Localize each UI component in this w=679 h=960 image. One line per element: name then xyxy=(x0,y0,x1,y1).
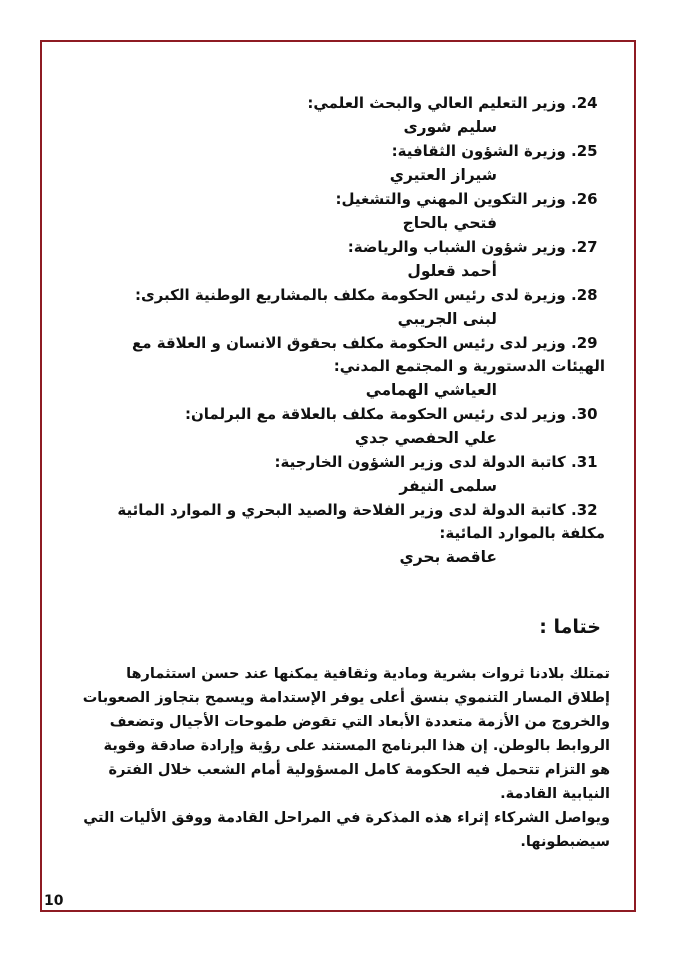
list-item-continuation: الهيئات الدستورية و المجتمع المدني: xyxy=(333,357,605,375)
minister-name: سلمى النيفر xyxy=(399,477,497,495)
list-item: 31. كاتبة الدولة لدى وزير الشؤون الخارجية: xyxy=(274,453,598,471)
page-number: 10 xyxy=(44,893,64,909)
closing-paragraph: تمتلك بلادنا ثروات بشرية ومادية وثقافية يمكنها عند حسن استثمارها إطلاق المسار التنموي بنسق أعلى يوفر الإستدامة ويسمح بتجاوز الصعوبات والخروج من الأزمة متعددة الأبعاد التي تقوض طموحات الأجيال وتضعف الروابط بالوطن. إن هذا البرنامج المستند على رؤية وإرادة صادقة وقوية هو التزام تتحمل فيه الحكومة كامل المسؤولية أمام الشعب خلال الفترة النيابية القادمة. xyxy=(82,666,610,802)
minister-name: سليم شورى xyxy=(403,118,497,136)
minister-name: شيراز العتيري xyxy=(389,166,497,184)
minister-name: علي الحفصي جدي xyxy=(354,429,497,447)
ministers-list xyxy=(60,92,605,570)
list-item-continuation: مكلفة بالموارد المائية: xyxy=(439,524,605,542)
list-item: 28. وزيرة لدى رئيس الحكومة مكلف بالمشاريع الوطنية الكبرى: xyxy=(134,286,598,304)
minister-name: لبنى الجريبي xyxy=(397,310,497,328)
minister-name: العياشي الهمامي xyxy=(365,381,497,399)
list-item: 27. وزير شؤون الشباب والرياضة: xyxy=(347,238,598,256)
closing-text xyxy=(80,662,610,854)
minister-name: عاقصة بحري xyxy=(399,548,497,566)
closing-paragraph: ويواصل الشركاء إثراء هذه المذكرة في المراحل القادمة ووفق الأليات التي سيضبطونها. xyxy=(83,810,610,850)
closing-heading: ختاما : xyxy=(539,616,601,638)
minister-name: فتحي بالحاج xyxy=(402,214,497,232)
list-item: 32. كاتبة الدولة لدى وزير الفلاحة والصيد البحري و الموارد المائية xyxy=(117,501,598,519)
minister-name: أحمد قعلول xyxy=(407,262,497,280)
list-item: 30. وزير لدى رئيس الحكومة مكلف بالعلاقة مع البرلمان: xyxy=(185,405,598,423)
list-item: 26. وزير التكوين المهني والتشغيل: xyxy=(335,190,598,208)
list-item: 25. وزيرة الشؤون الثقافية: xyxy=(391,142,598,160)
list-item: 29. وزير لدى رئيس الحكومة مكلف بحقوق الانسان و العلاقة مع xyxy=(132,334,598,352)
list-item: 24. وزير التعليم العالي والبحث العلمي: xyxy=(307,94,598,112)
